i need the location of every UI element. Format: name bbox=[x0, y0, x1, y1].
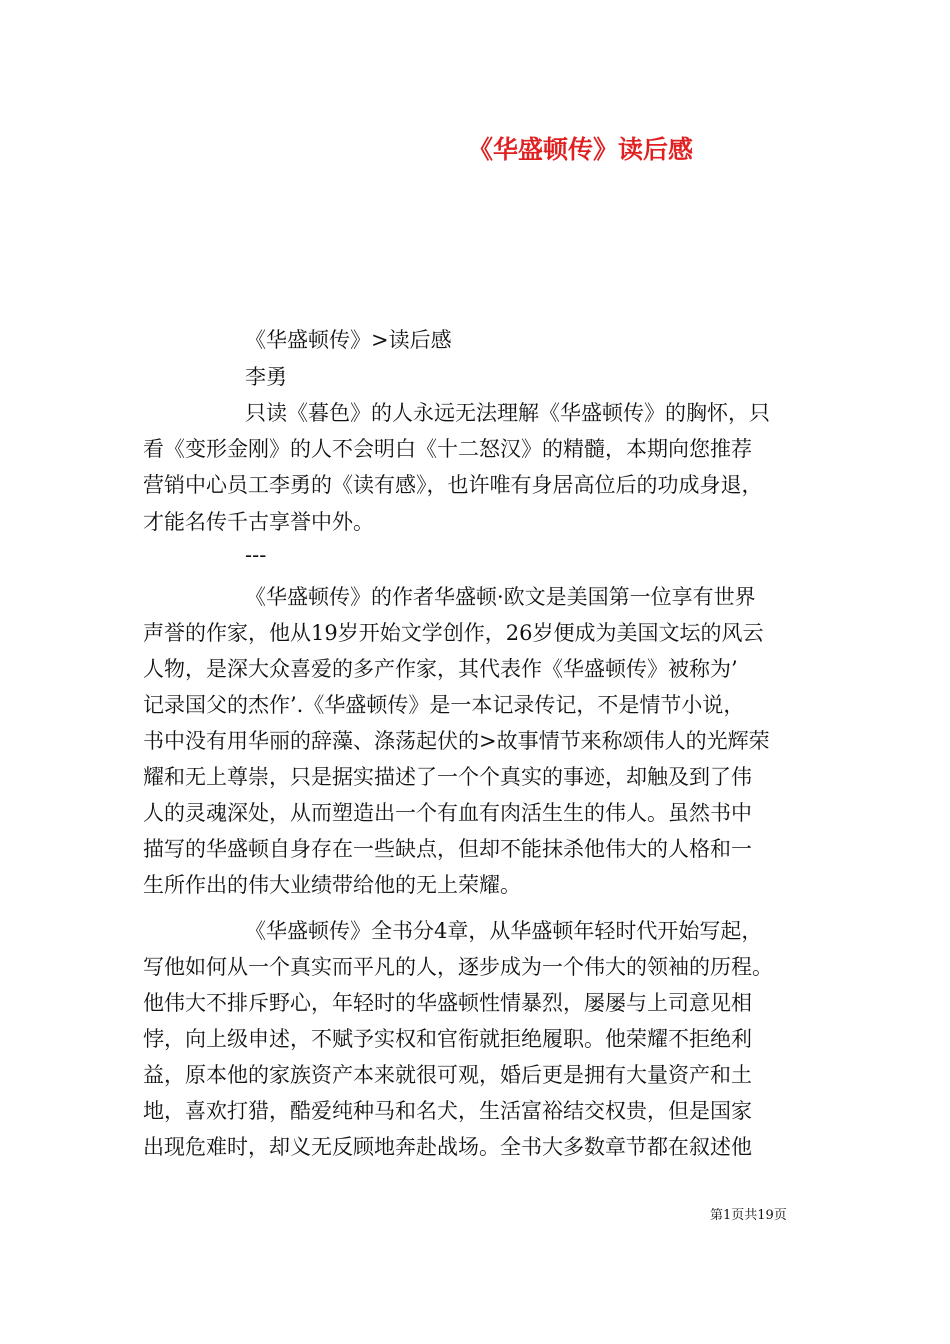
body-line: 出现危难时，却义无反顾地奔赴战场。全书大多数章节都在叙述他 bbox=[143, 1135, 752, 1159]
body-line: 益，原本他的家族资产本来就很可观，婚后更是拥有大量资产和土 bbox=[143, 1063, 752, 1087]
page-number: 第1页共19页 bbox=[710, 1208, 787, 1223]
body-line: 人的灵魂深处，从而塑造出一个有血有肉活生生的伟人。虽然书中 bbox=[143, 801, 752, 825]
body-line: 他伟大不排斥野心，年轻时的华盛顿性情暴烈，屡屡与上司意见相 bbox=[143, 991, 752, 1015]
body-line: 声誉的作家，他从19岁开始文学创作，26岁便成为美国文坛的风云 bbox=[143, 621, 764, 645]
body-line: 只读《暮色》的人永远无法理解《华盛顿传》的胸怀，只 bbox=[245, 401, 770, 425]
body-line: 生所作出的伟大业绩带给他的无上荣耀。 bbox=[143, 873, 521, 897]
body-line-author: 李勇 bbox=[245, 365, 287, 389]
body-line: 描写的华盛顿自身存在一些缺点，但却不能抹杀他伟大的人格和一 bbox=[143, 837, 752, 861]
body-line: 营销中心员工李勇的《读有感》，也许唯有身居高位后的功成身退， bbox=[143, 473, 763, 497]
body-line: 记录国父的杰作’.《华盛顿传》是一本记录传记，不是情节小说， bbox=[143, 693, 745, 717]
body-line: 才能名传千古享誉中外。 bbox=[143, 510, 374, 534]
document-title: 《华盛顿传》读后感 bbox=[468, 135, 694, 164]
body-line: 书中没有用华丽的辞藻、涤荡起伏的>故事情节来称颂伟人的光辉荣 bbox=[143, 729, 770, 753]
body-line: 地，喜欢打猎，酷爱纯种马和名犬，生活富裕结交权贵，但是国家 bbox=[143, 1099, 752, 1123]
body-line: 《华盛顿传》的作者华盛顿·欧文是美国第一位享有世界 bbox=[245, 585, 756, 609]
body-line: 悖，向上级申述，不赋予实权和官衔就拒绝履职。他荣耀不拒绝利 bbox=[143, 1027, 752, 1051]
body-line: 耀和无上尊崇，只是据实描述了一个个真实的事迹，却触及到了伟 bbox=[143, 765, 752, 789]
body-line-subtitle: 《华盛顿传》>读后感 bbox=[245, 328, 452, 352]
body-line: 人物，是深大众喜爱的多产作家，其代表作《华盛顿传》被称为’ bbox=[143, 657, 738, 681]
body-line: 写他如何从一个真实而平凡的人，逐步成为一个伟大的领袖的历程。 bbox=[143, 955, 773, 979]
body-line: 看《变形金刚》的人不会明白《十二怒汉》的精髓，本期向您推荐 bbox=[143, 437, 752, 461]
body-line: 《华盛顿传》全书分4章，从华盛顿年轻时代开始写起， bbox=[245, 919, 763, 943]
separator-line: --- bbox=[245, 543, 267, 567]
